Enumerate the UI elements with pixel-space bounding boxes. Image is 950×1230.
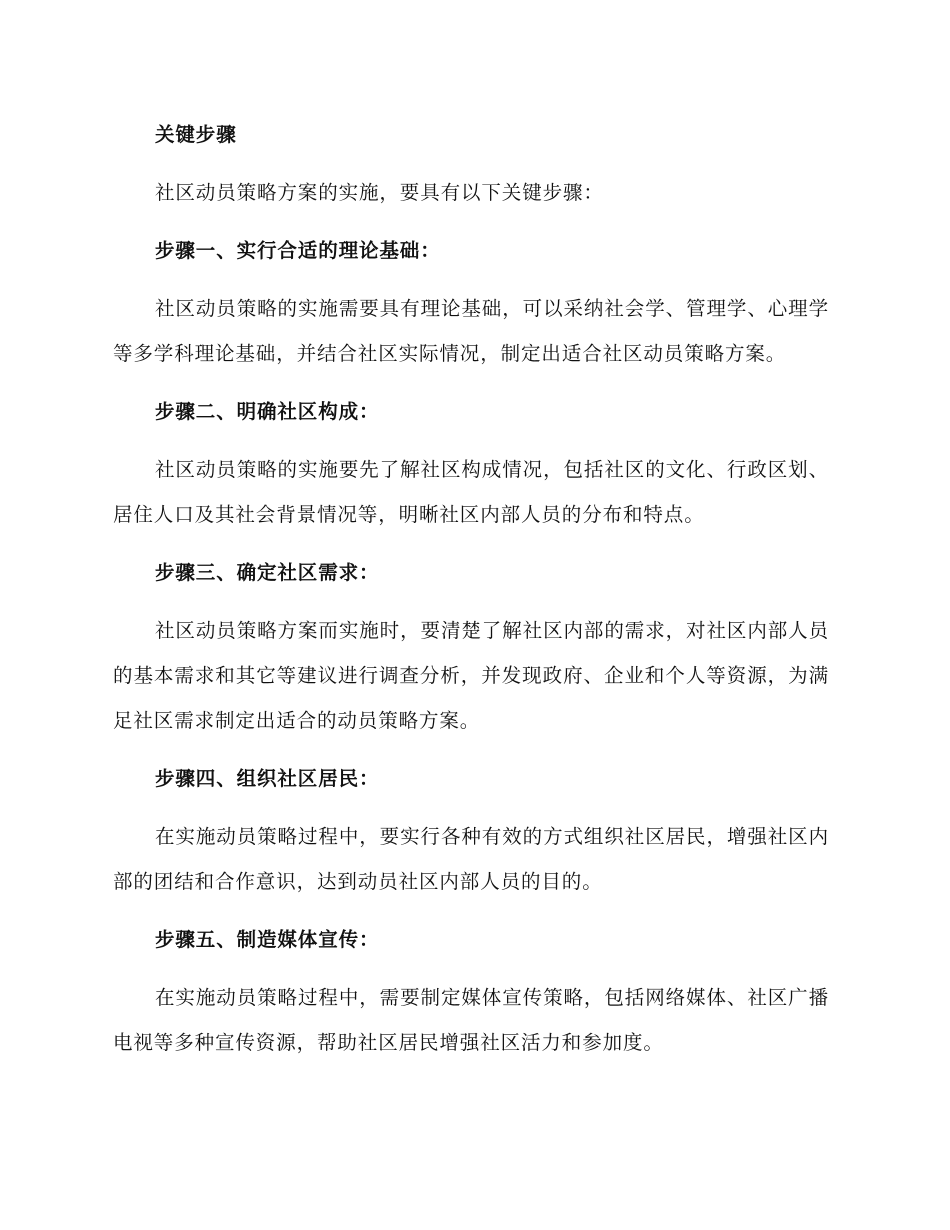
step-5-heading: 步骤五、制造媒体宣传： (155, 928, 380, 951)
step-4-body: 在实施动员策略过程中，要实行各种有效的方式组织社区居民，增强社区内部的团结和合作意识，达到动员社区内部人员的目的。 (113, 825, 829, 893)
intro-paragraph: 社区动员策略方案的实施，要具有以下关键步骤： (155, 181, 604, 204)
step-2-heading: 步骤二、明确社区构成： (155, 400, 380, 423)
step-2-body: 社区动员策略的实施要先了解社区构成情况，包括社区的文化、行政区划、居住人口及其社会背景情况等，明晰社区内部人员的分布和特点。 (113, 458, 829, 526)
document-body (113, 112, 829, 1078)
step-4-heading: 步骤四、组织社区居民： (155, 767, 380, 790)
step-5-body: 在实施动员策略过程中，需要制定媒体宣传策略，包括网络媒体、社区广播电视等多种宣传资源，帮助社区居民增强社区活力和参加度。 (113, 986, 829, 1054)
step-3-heading: 步骤三、确定社区需求： (155, 561, 380, 584)
step-1-heading: 步骤一、实行合适的理论基础： (155, 239, 441, 262)
step-1-body: 社区动员策略的实施需要具有理论基础，可以采纳社会学、管理学、心理学等多学科理论基础，并结合社区实际情况，制定出适合社区动员策略方案。 (113, 297, 829, 365)
section-title: 关键步骤 (155, 123, 237, 146)
step-3-body: 社区动员策略方案而实施时，要清楚了解社区内部的需求，对社区内部人员的基本需求和其它等建议进行调查分析，并发现政府、企业和个人等资源，为满足社区需求制定出适合的动员策略方案。 (113, 619, 829, 732)
